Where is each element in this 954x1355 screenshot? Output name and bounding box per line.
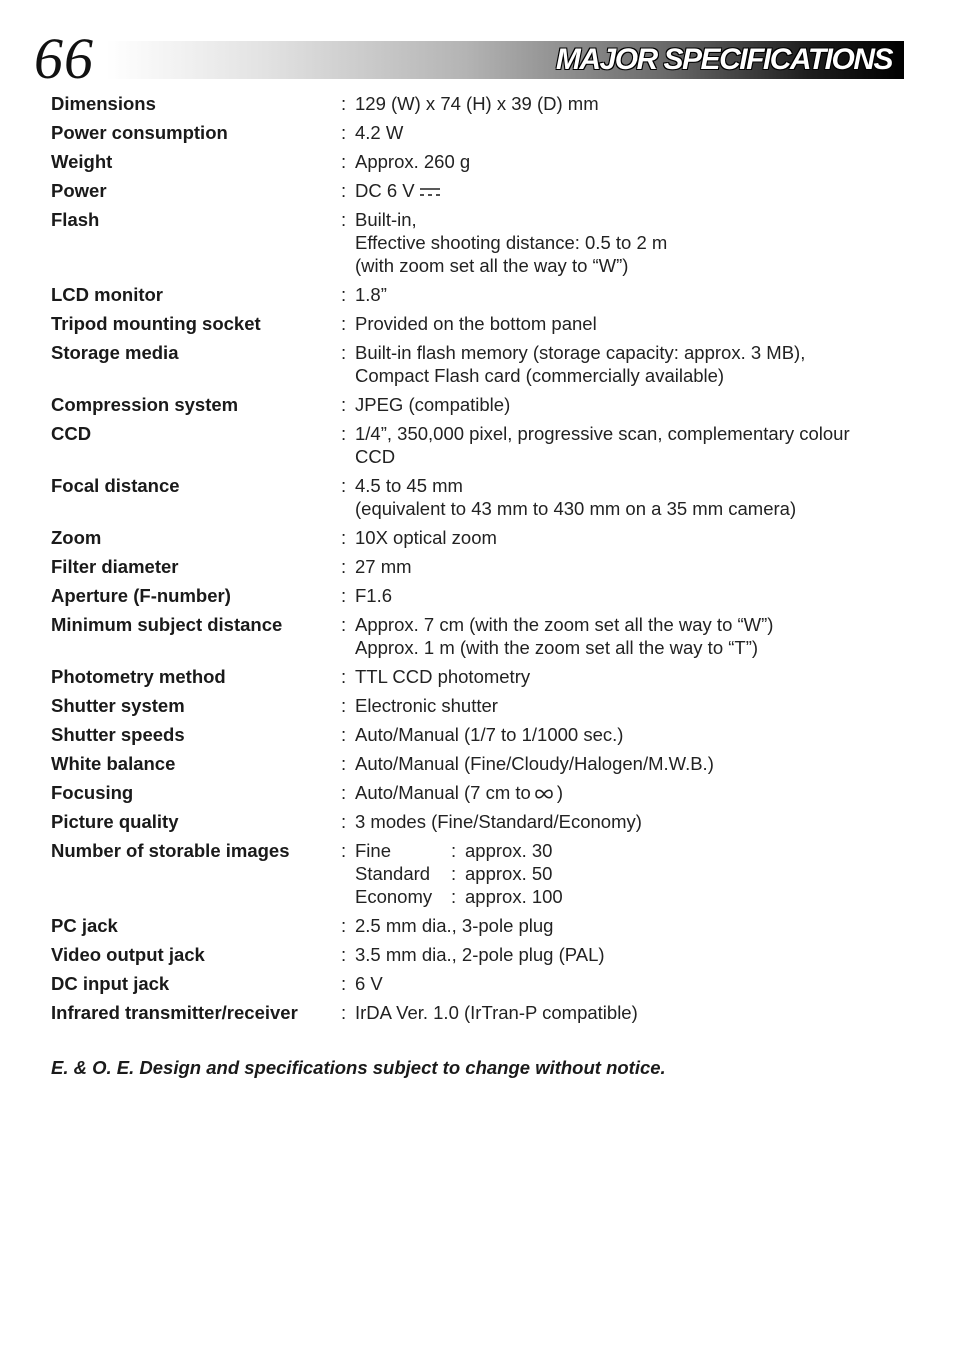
page-number: 66 [34, 26, 94, 91]
spec-row [51, 584, 911, 607]
spec-colon: : [341, 284, 347, 305]
spec-value-text: Approx. 260 g [355, 151, 471, 172]
spec-value-text: Approx. 7 cm (with the zoom set all the way to “W”) [355, 614, 774, 635]
spec-value [355, 179, 911, 202]
spec-label: Power consumption [51, 122, 228, 143]
infinity-icon [533, 788, 555, 800]
image-count: approx. 30 [465, 840, 553, 861]
spec-value [355, 694, 911, 717]
spec-value [355, 341, 911, 387]
spec-value [355, 474, 911, 520]
spec-value-line [355, 555, 911, 578]
spec-colon: : [341, 840, 347, 861]
spec-row [51, 312, 911, 335]
spec-value-line [355, 393, 911, 416]
spec-value-line [355, 752, 911, 775]
spec-row [51, 150, 911, 173]
footer-note: E. & O. E. Design and specifications subject to change without notice. [51, 1057, 666, 1078]
spec-value-line [355, 613, 911, 636]
spec-colon: : [341, 527, 347, 548]
spec-row [51, 121, 911, 144]
spec-colon: : [341, 782, 347, 803]
spec-value [355, 723, 911, 746]
spec-value [355, 972, 911, 995]
spec-value [355, 810, 911, 833]
spec-value [355, 943, 911, 966]
spec-colon: : [341, 695, 347, 716]
spec-value [355, 422, 911, 468]
image-count: approx. 50 [465, 863, 553, 884]
spec-row [51, 613, 911, 659]
spec-label: Number of storable images [51, 840, 290, 861]
spec-label: Dimensions [51, 93, 156, 114]
spec-value-text: 1/4”, 350,000 pixel, progressive scan, complementary colour [355, 423, 850, 444]
spec-value-text: Auto/Manual (Fine/Cloudy/Halogen/M.W.B.) [355, 753, 714, 774]
spec-colon: : [341, 753, 347, 774]
spec-value-line [355, 943, 911, 966]
spec-value-line [355, 364, 911, 387]
spec-row [51, 283, 911, 306]
spec-label: Picture quality [51, 811, 179, 832]
spec-label: Photometry method [51, 666, 226, 687]
title-bar [106, 41, 904, 79]
spec-value [355, 781, 911, 804]
spec-row [51, 526, 911, 549]
spec-colon: : [341, 1002, 347, 1023]
spec-value-text: 4.2 W [355, 122, 404, 143]
spec-value-text: JPEG (compatible) [355, 394, 511, 415]
spec-label: Tripod mounting socket [51, 313, 261, 334]
spec-colon: : [341, 394, 347, 415]
spec-colon: : [341, 973, 347, 994]
spec-value [355, 839, 911, 908]
spec-label: Filter diameter [51, 556, 179, 577]
spec-value-text: F1.6 [355, 585, 393, 606]
spec-value-text: (equivalent to 43 mm to 430 mm on a 35 mm camera) [355, 498, 797, 519]
spec-value-line [355, 312, 911, 335]
spec-row [51, 208, 911, 277]
spec-value-text: Approx. 1 m (with the zoom set all the way to “T”) [355, 637, 759, 658]
spec-value [355, 92, 911, 115]
storable-images-table [355, 839, 911, 908]
spec-colon: : [341, 915, 347, 936]
spec-value-line [355, 150, 911, 173]
spec-value-line [355, 497, 911, 520]
spec-value-line [355, 694, 911, 717]
spec-row [51, 179, 911, 202]
spec-colon: : [341, 93, 347, 114]
spec-colon: : [341, 556, 347, 577]
spec-value [355, 208, 911, 277]
spec-colon: : [341, 475, 347, 496]
page-header [34, 28, 904, 90]
image-colon: : [451, 886, 457, 907]
spec-value-line [355, 526, 911, 549]
spec-row [51, 914, 911, 937]
image-colon: : [451, 863, 457, 884]
spec-value [355, 1001, 911, 1024]
spec-colon: : [341, 811, 347, 832]
spec-row [51, 341, 911, 387]
spec-value-line [355, 584, 911, 607]
spec-colon: : [341, 724, 347, 745]
spec-label: Storage media [51, 342, 179, 363]
spec-colon: : [341, 313, 347, 334]
spec-row [51, 694, 911, 717]
spec-value-text: TTL CCD photometry [355, 666, 531, 687]
spec-label: Shutter speeds [51, 724, 185, 745]
spec-row [51, 972, 911, 995]
spec-value-text: 1.8” [355, 284, 387, 305]
spec-value [355, 752, 911, 775]
page-title: MAJOR SPECIFICATIONS [555, 43, 892, 76]
spec-colon: : [341, 585, 347, 606]
spec-row [51, 555, 911, 578]
spec-value-line [355, 723, 911, 746]
spec-value-text: (with zoom set all the way to “W”) [355, 255, 629, 276]
spec-value [355, 150, 911, 173]
spec-row [51, 943, 911, 966]
spec-label: PC jack [51, 915, 118, 936]
spec-value [355, 393, 911, 416]
spec-label: DC input jack [51, 973, 170, 994]
spec-value-text: 27 mm [355, 556, 412, 577]
spec-label: White balance [51, 753, 176, 774]
spec-label: CCD [51, 423, 92, 444]
spec-row [51, 92, 911, 115]
spec-colon: : [341, 209, 347, 230]
spec-value-line [355, 341, 911, 364]
spec-value-text: CCD [355, 446, 396, 467]
spec-value-line [355, 972, 911, 995]
spec-value [355, 121, 911, 144]
spec-value-line [355, 422, 911, 445]
spec-label: Minimum subject distance [51, 614, 283, 635]
spec-row [51, 723, 911, 746]
spec-label: Flash [51, 209, 100, 230]
image-mode: Fine [355, 840, 391, 861]
spec-label: Infrared transmitter/receiver [51, 1002, 298, 1023]
spec-label: Compression system [51, 394, 239, 415]
spec-value-text: Auto/Manual (1/7 to 1/1000 sec.) [355, 724, 624, 745]
spec-value [355, 584, 911, 607]
spec-value-line [355, 92, 911, 115]
spec-value-line [355, 445, 911, 468]
spec-value-line [355, 781, 911, 804]
spec-colon: : [341, 666, 347, 687]
spec-value-text: Provided on the bottom panel [355, 313, 597, 334]
spec-value-line [355, 208, 911, 231]
spec-value-line [355, 665, 911, 688]
spec-value-line [355, 810, 911, 833]
spec-value-line [355, 283, 911, 306]
spec-value-text: Built-in flash memory (storage capacity: approx. 3 MB), [355, 342, 806, 363]
spec-value-text: 6 V [355, 973, 383, 994]
spec-row [51, 393, 911, 416]
spec-value [355, 665, 911, 688]
spec-table [51, 92, 911, 1030]
spec-row [51, 781, 911, 804]
spec-row [51, 1001, 911, 1024]
spec-value-line [355, 121, 911, 144]
spec-value-text: IrDA Ver. 1.0 (IrTran-P compatible) [355, 1002, 638, 1023]
spec-label: Weight [51, 151, 113, 172]
spec-value-text: 3.5 mm dia., 2-pole plug (PAL) [355, 944, 605, 965]
spec-value-text: 129 (W) x 74 (H) x 39 (D) mm [355, 93, 599, 114]
spec-row [51, 752, 911, 775]
spec-value-prefix: Auto/Manual (7 cm to [355, 782, 531, 803]
image-mode: Standard [355, 863, 431, 884]
spec-row [51, 422, 911, 468]
spec-value-line [355, 1001, 911, 1024]
spec-value-text: Built-in, [355, 209, 417, 230]
dc-symbol-icon [419, 186, 441, 198]
spec-value-line [355, 474, 911, 497]
spec-label: Shutter system [51, 695, 185, 716]
spec-colon: : [341, 151, 347, 172]
image-mode: Economy [355, 886, 433, 907]
spec-row [51, 810, 911, 833]
spec-value-line [355, 179, 911, 202]
spec-value [355, 283, 911, 306]
spec-value-line [355, 636, 911, 659]
spec-value-suffix: ) [556, 782, 564, 803]
spec-colon: : [341, 342, 347, 363]
spec-colon: : [341, 122, 347, 143]
spec-value-text: Effective shooting distance: 0.5 to 2 m [355, 232, 668, 253]
image-count: approx. 100 [465, 886, 563, 907]
spec-label: Video output jack [51, 944, 205, 965]
spec-value-text: 3 modes (Fine/Standard/Economy) [355, 811, 642, 832]
spec-value [355, 526, 911, 549]
spec-value-line [355, 914, 911, 937]
spec-colon: : [341, 423, 347, 444]
spec-value-line [355, 254, 911, 277]
spec-colon: : [341, 614, 347, 635]
spec-label: Focusing [51, 782, 134, 803]
spec-row [51, 474, 911, 520]
spec-value-line [355, 231, 911, 254]
spec-colon: : [341, 180, 347, 201]
spec-label: Power [51, 180, 107, 201]
spec-row [51, 665, 911, 688]
spec-value-text: DC 6 V [355, 180, 415, 201]
image-colon: : [451, 840, 457, 861]
spec-label: Focal distance [51, 475, 180, 496]
spec-label: LCD monitor [51, 284, 164, 305]
spec-value-text: Compact Flash card (commercially available) [355, 365, 725, 386]
spec-value-text: 10X optical zoom [355, 527, 497, 548]
spec-value [355, 914, 911, 937]
spec-label: Aperture (F-number) [51, 585, 231, 606]
spec-label: Zoom [51, 527, 102, 548]
spec-value [355, 555, 911, 578]
spec-row [51, 839, 911, 908]
spec-colon: : [341, 944, 347, 965]
spec-value [355, 613, 911, 659]
spec-value [355, 312, 911, 335]
spec-value-text: Electronic shutter [355, 695, 498, 716]
spec-value-text: 4.5 to 45 mm [355, 475, 463, 496]
spec-value-text: 2.5 mm dia., 3-pole plug [355, 915, 554, 936]
